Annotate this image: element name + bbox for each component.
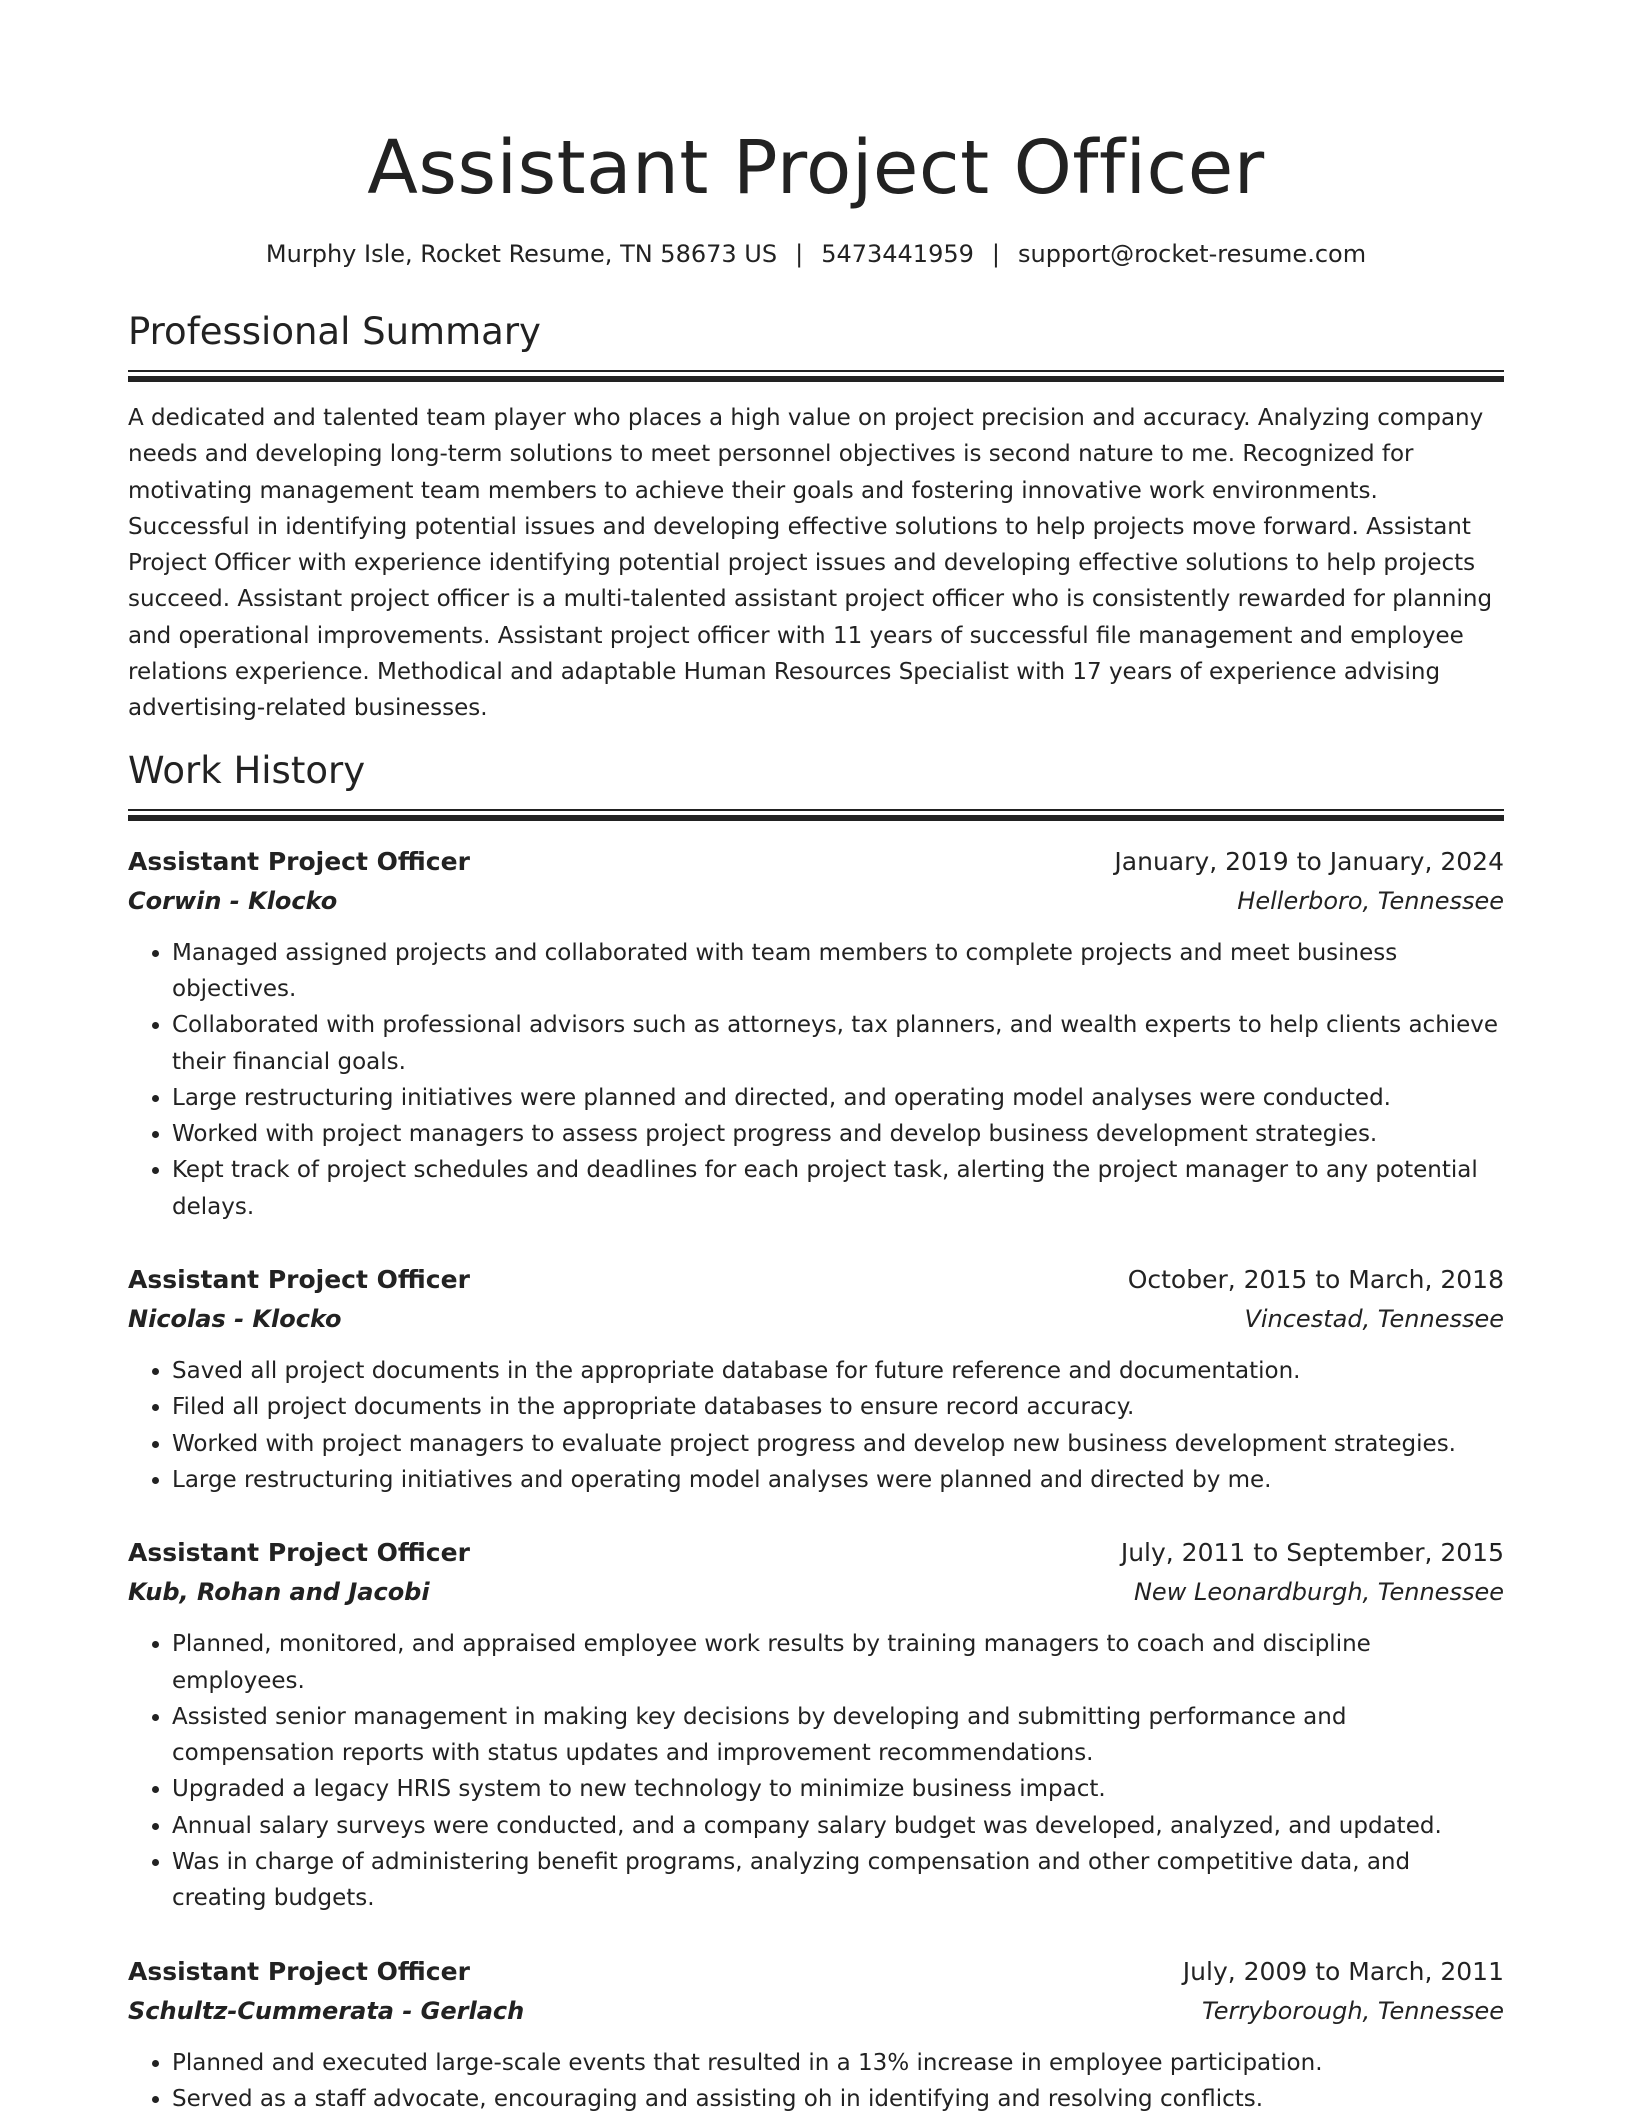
job-bullet-list: [128, 935, 1504, 1225]
contact-phone: 5473441959: [821, 240, 974, 268]
job-bullet: • Large restructuring initiatives and operating model analyses were planned and directed by me.: [172, 1462, 1504, 1498]
contact-address: Murphy Isle, Rocket Resume, TN 58673 US: [265, 240, 778, 268]
section-title: Professional Summary: [128, 310, 541, 353]
contact-separator: |: [795, 240, 804, 268]
job-header-row: [128, 1534, 1504, 1572]
job-bullet-list: [128, 1353, 1504, 1498]
job-bullet-list: [128, 2045, 1504, 2117]
job-company-row: [128, 1991, 1504, 2031]
contact-separator: |: [991, 240, 1000, 268]
job-company: Schultz-Cummerata - Gerlach: [128, 1996, 525, 2025]
job-bullet: • Managed assigned projects and collaborated with team members to complete projects and meet business objectives.: [172, 935, 1504, 1008]
job-location: Vincestad, Tennessee: [1244, 1305, 1504, 1334]
job-title: Assistant Project Officer: [128, 1956, 470, 1986]
job-location: Hellerboro, Tennessee: [1237, 886, 1504, 915]
job-bullet: • Worked with project managers to evaluate project progress and develop new business development strategies.: [172, 1426, 1504, 1462]
job-bullet: • Saved all project documents in the appropriate database for future reference and documentation.: [172, 1353, 1504, 1389]
job-entry: [128, 1953, 1504, 2117]
job-bullet: • Assisted senior management in making key decisions by developing and submitting performance and compensation reports with status updates and improvement recommendations.: [172, 1699, 1504, 1772]
job-bullet: • Served as a staff advocate, encouraging and assisting oh in identifying and resolving conflicts.: [172, 2081, 1504, 2117]
summary-text: A dedicated and talented team player who places a high value on project precision and accuracy. Analyzing company needs and developing long-term solutions to meet personnel objectives is second nature to me. Recognized for motivating management team members to achieve their goals and fostering innovative work environments. Successful in identifying potential issues and developing effective solutions to help projects move forward. Assistant Project Officer with experience identifying potential project issues and developing effective solutions to help projects succeed. Assistant project officer is a multi-talented assistant project officer who is consistently rewarded for planning and operational improvements. Assistant project officer with 11 years of successful file management and employee relations experience. Methodical and adaptable Human Resources Specialist with 17 years of experience advising advertising-related businesses.: [128, 405, 1493, 722]
job-header-row: [128, 843, 1504, 881]
job-company-row: [128, 1299, 1504, 1339]
job-bullet: • Was in charge of administering benefit programs, analyzing compensation and other competitive data, and creating budgets.: [172, 1844, 1504, 1917]
job-company-row: [128, 881, 1504, 921]
job-bullet: • Planned and executed large-scale events that resulted in a 13% increase in employee participation.: [172, 2045, 1504, 2081]
job-bullet: • Collaborated with professional advisors such as attorneys, tax planners, and wealth experts to help clients achieve their financial goals.: [172, 1007, 1504, 1080]
section-title: Work History: [128, 748, 366, 792]
job-bullet: • Worked with project managers to assess project progress and develop business development strategies.: [172, 1116, 1504, 1152]
job-dates: October, 2015 to March, 2018: [1127, 1265, 1504, 1295]
job-dates: January, 2019 to January, 2024: [1114, 846, 1504, 876]
section-divider: [128, 809, 1504, 821]
job-list: [128, 843, 1504, 2117]
contact-line: [128, 238, 1504, 270]
job-title: Assistant Project Officer: [128, 1538, 470, 1568]
job-entry: [128, 1261, 1504, 1498]
job-title: Assistant Project Officer: [128, 1265, 470, 1295]
job-bullet: • Planned, monitored, and appraised employee work results by training managers to coach and discipline employees.: [172, 1626, 1504, 1699]
job-dates: July, 2011 to September, 2015: [1120, 1538, 1504, 1568]
professional-summary-section: [128, 308, 1504, 727]
job-company-row: [128, 1572, 1504, 1612]
job-dates: July, 2009 to March, 2011: [1182, 1956, 1504, 1986]
resume-page: [128, 0, 1504, 2117]
job-location: Terryborough, Tennessee: [1202, 1996, 1504, 2025]
contact-email: support@rocket-resume.com: [1017, 240, 1367, 268]
job-entry: [128, 843, 1504, 1225]
job-company: Corwin - Klocko: [128, 886, 338, 915]
job-location: New Leonardburgh, Tennessee: [1133, 1578, 1504, 1607]
resume-name: Assistant Project Officer: [367, 125, 1265, 211]
work-history-section: [128, 747, 1504, 2117]
section-divider: [128, 370, 1504, 382]
job-bullet: • Large restructuring initiatives were planned and directed, and operating model analyses were conducted.: [172, 1080, 1504, 1116]
job-title: Assistant Project Officer: [128, 846, 470, 876]
job-bullet: • Upgraded a legacy HRIS system to new technology to minimize business impact.: [172, 1771, 1504, 1807]
job-bullet-list: [128, 1626, 1504, 1916]
job-header-row: [128, 1953, 1504, 1991]
job-bullet: • Filed all project documents in the appropriate databases to ensure record accuracy.: [172, 1389, 1504, 1425]
job-company: Nicolas - Klocko: [128, 1305, 342, 1334]
job-company: Kub, Rohan and Jacobi: [128, 1578, 430, 1607]
job-bullet: • Kept track of project schedules and deadlines for each project task, alerting the project manager to any potential delays.: [172, 1152, 1504, 1225]
job-header-row: [128, 1261, 1504, 1299]
job-entry: [128, 1534, 1504, 1916]
job-bullet: • Annual salary surveys were conducted, and a company salary budget was developed, analyzed, and updated.: [172, 1808, 1504, 1844]
